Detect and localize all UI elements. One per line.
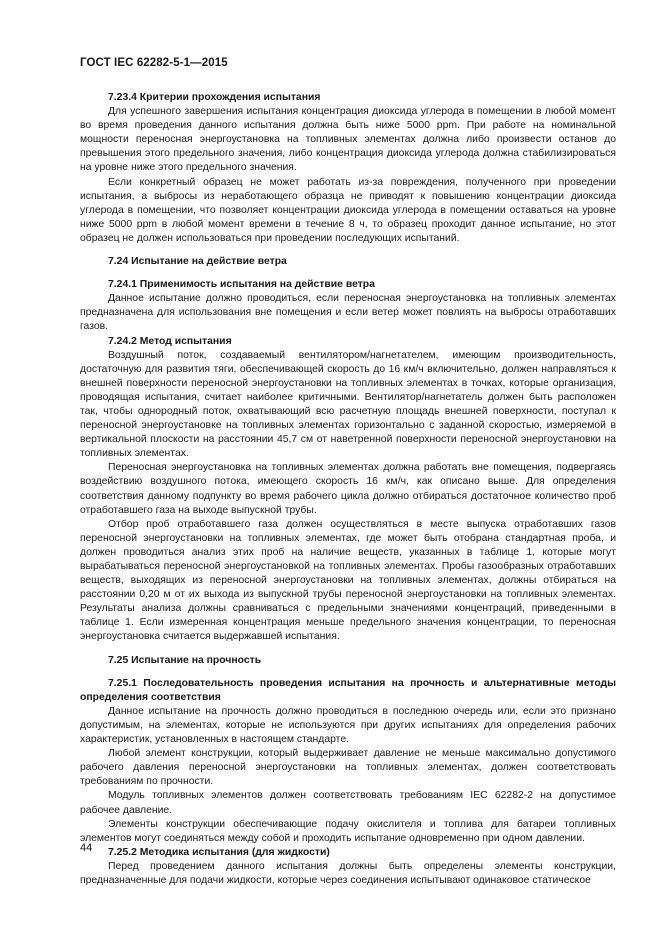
page-content — [80, 91, 616, 888]
paragraph: Любой элемент конструкции, который выдерживает давление не меньше максимально допустимого рабочего давления переносной энергоустановки на топливных элементах, должен соответствовать требованиям по прочности. — [80, 748, 616, 788]
heading-7-24-1: 7.24.1 Применимость испытания на действие ветра — [108, 279, 375, 291]
standard-header: ГОСТ IEC 62282-5-1—2015 — [80, 57, 228, 69]
paragraph: Модуль топливных элементов должен соответствовать требованиям IEC 62282-2 на допустимое рабочее давление. — [80, 790, 616, 816]
paragraph: Элементы конструкции обеспечивающие подачу окислителя и топлива для батареи топливных элементов могут соединяться между собой и проходить испытание одновременно при одном давлении. — [80, 818, 616, 844]
page-number: 44 — [80, 842, 93, 854]
paragraph: Переносная энергоустановка на топливных элементах должна работать вне помещения, подвергаясь воздействию воздушного потока, имеющего скорость 16 км/ч, как описано выше. Для определения соответствия данному подпункту во время рабочего цикла должно отбираться достаточное количество проб отработавшего газа на выходе выпускной трубы. — [80, 462, 616, 516]
paragraph: Если конкретный образец не может работать из-за повреждения, полученного при проведении испытания, а выбросы из неработающего образца не приводят к повышению концентрации диоксида углерода в помещении, что позволяет концентрации диоксида углерода в помещении оставаться на уровне ниже 5000 ppm в любой момент времени в течение 8 ч, то образец проходит данное испытание, но этот образец не должен использоваться при проведении последующих испытаний. — [80, 176, 616, 244]
heading-7-25: 7.25 Испытание на прочность — [108, 654, 262, 666]
heading-7-24: 7.24 Испытание на действие ветра — [108, 256, 287, 268]
paragraph: Для успешного завершения испытания концентрация диоксида углерода в помещении в любой момент во время проведения данного испытания должна быть ниже 5000 ppm. При работе на номинальной мощности переносная энергоустановка на топливных элементах должна либо произвести останов до превышения этого предельного значения, либо концентрация диоксида углерода должна стабилизироваться на уровне ниже этого предельного значения. — [80, 106, 616, 174]
heading-7-24-2: 7.24.2 Метод испытания — [108, 335, 232, 347]
heading-7-25-1: 7.25.1 Последовательность проведения испытания на прочность и альтернативные методы определения соответствия — [80, 677, 616, 703]
heading-7-23-4: 7.23.4 Критерии прохождения испытания — [108, 92, 321, 103]
paragraph: Данное испытание должно проводиться, если переносная энергоустановка на топливных элементах предназначена для использования вне помещения и если ветер может повлиять на выбросы отработавших газов. — [80, 293, 616, 333]
paragraph: Воздушный поток, создаваемый вентилятором/нагнетателем, имеющим производительность, достаточную для развития тяги, обеспечивающей скорость до 16 км/ч включительно, должен направляться к внешней поверхности переносной энергоустановки на топливных элементах в точках, которые организация, проводящая испытания, считает наиболее критичными. Вентилятор/нагнетатель должен быть расположен так, чтобы однородный поток, охватывающий всю расчетную площадь внешней поверхности, поступал к переносной энергоустановке на топливных элементах горизонтально с заданной скоростью, измеряемой в вертикальной плоскости на расстоянии 45,7 см от наветренной поверхности переносной энергоустановки на топливных элементах. — [80, 349, 616, 460]
paragraph: Перед проведением данного испытания должны быть определены элементы конструкции, предназначенные для подачи жидкости, которые через соединения испытывают одинаковое статическое — [80, 860, 616, 886]
paragraph: Отбор проб отработавшего газа должен осуществляться в месте выпуска отработавших газов переносной энергоустановки на топливных элементах, где может быть отобрана стандартная проба, и должен проводиться анализ этих проб на наличие веществ, указанных в таблице 1, которые могут вырабатываться переносной энергоустановкой на топливных элементах. Пробы газообразных отработавших веществ, выходящих из переносной энергоустановки на топливных элементах, должны отбираться на расстоянии 0,20 м от их выхода из выпускной трубы переносной энергоустановки на топливных элементах. Результаты анализа должны сравниваться с предельными значениями концентраций, приведенными в таблице 1. Если измеренная концентрация меньше предельного значения концентрации, то переносная энергоустановка считается выдержавшей испытания. — [80, 518, 616, 643]
heading-7-25-2: 7.25.2 Методика испытания (для жидкости) — [108, 846, 330, 858]
paragraph: Данное испытание на прочность должно проводиться в последнюю очередь или, если это признано допустимым, на элементах, которые не используются при других испытаниях для определения рабочих характеристик, установленных в настоящем стандарте. — [80, 705, 616, 746]
